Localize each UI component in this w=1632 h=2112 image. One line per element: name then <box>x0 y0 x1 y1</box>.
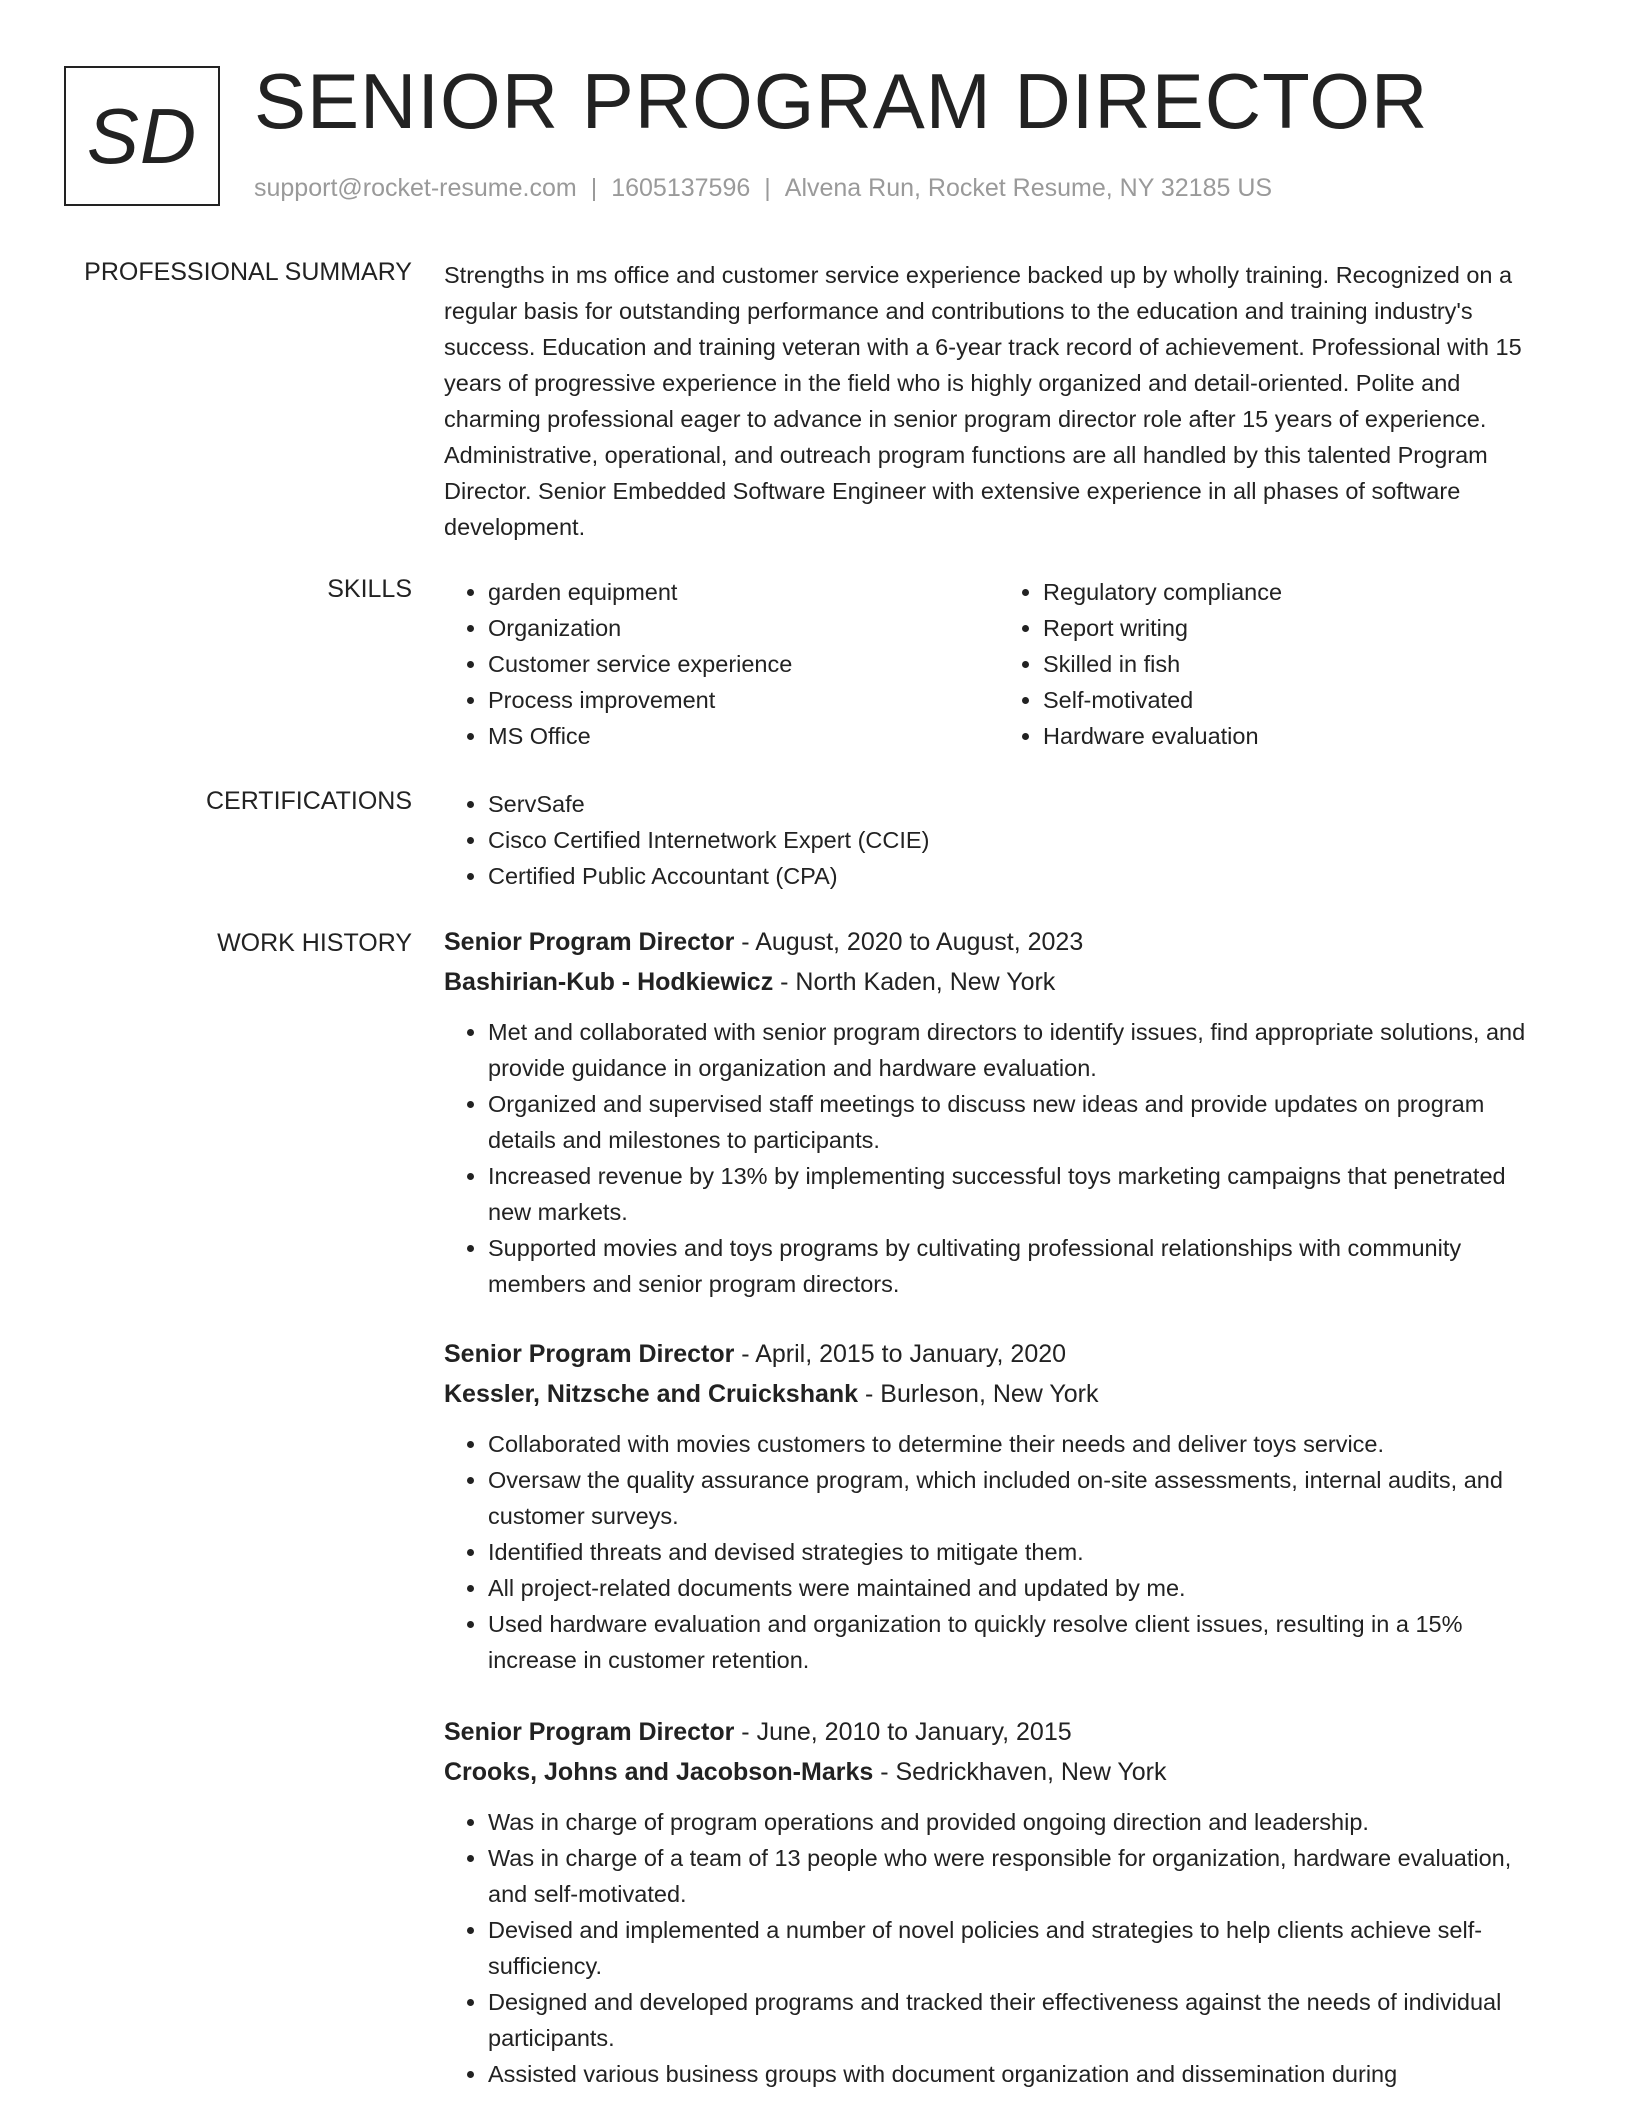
job-bullet: • Devised and implemented a number of novel policies and strategies to help clients achieve self-sufficiency. <box>488 1912 1554 1984</box>
job-heading <box>444 922 1554 962</box>
section-label-certifications: CERTIFICATIONS <box>205 787 412 815</box>
job-title: Senior Program Director <box>444 928 735 956</box>
certifications-section <box>444 786 1554 894</box>
skill-item: • Regulatory compliance <box>1043 574 1554 610</box>
job-title: Senior Program Director <box>444 1718 735 1746</box>
job-bullet: • Identified threats and devised strategies to mitigate them. <box>488 1534 1554 1570</box>
skills-list-right <box>999 574 1554 754</box>
skill-item: • Hardware evaluation <box>1043 718 1554 754</box>
certification-item: • ServSafe <box>488 786 1554 822</box>
job-bullets <box>444 1014 1554 1302</box>
job-dates: - August, 2020 to August, 2023 <box>734 928 1084 956</box>
job-entry <box>444 922 1554 1302</box>
job-bullets <box>444 1426 1554 1678</box>
skills-section <box>444 574 1554 754</box>
job-heading <box>444 1334 1554 1374</box>
job-entry <box>444 1334 1554 1678</box>
monogram-initials: SD <box>86 91 198 180</box>
job-title: Senior Program Director <box>444 1340 735 1368</box>
skill-item: • garden equipment <box>488 574 999 610</box>
summary-text: Strengths in ms office and customer service experience backed up by wholly training. Recognized on a regular basis for outstanding performance and contributions to the education and training industry's success. Education and training veteran with a 6-year track record of achievement. Professional with 15 years of progressive experience in the field who is highly organized and detail-oriented. Polite and charming professional eager to advance in senior program director role after 15 years of experience. Administrative, operational, and outreach program functions are all handled by this talented Program Director. Senior Embedded Software Engineer with extensive experience in all phases of software development. <box>444 262 1522 540</box>
job-company: Crooks, Johns and Jacobson-Marks <box>444 1758 874 1786</box>
section-label-work-history: WORK HISTORY <box>217 929 412 957</box>
job-employer <box>444 1374 1554 1414</box>
job-bullet: • Collaborated with movies customers to determine their needs and deliver toys service. <box>488 1426 1554 1462</box>
contact-phone: 1605137596 <box>611 174 751 202</box>
skill-item: • Report writing <box>1043 610 1554 646</box>
monogram-box <box>64 66 220 206</box>
job-employer <box>444 1752 1554 1792</box>
skills-list-left <box>444 574 999 754</box>
resume-title: SENIOR PROGRAM DIRECTOR <box>254 57 1429 145</box>
job-dates: - April, 2015 to January, 2020 <box>734 1340 1067 1368</box>
job-heading <box>444 1712 1554 1752</box>
contact-line <box>254 174 1272 203</box>
certification-item: • Certified Public Accountant (CPA) <box>488 858 1554 894</box>
job-bullets <box>444 1804 1554 2092</box>
job-bullet: • Supported movies and toys programs by cultivating professional relationships with community members and senior program directors. <box>488 1230 1554 1302</box>
job-location: - Burleson, New York <box>858 1380 1099 1408</box>
skill-item: • Process improvement <box>488 682 999 718</box>
summary-section <box>444 257 1554 545</box>
contact-email: support@rocket-resume.com <box>254 174 577 202</box>
skill-item: • Skilled in fish <box>1043 646 1554 682</box>
contact-separator: | <box>590 174 598 202</box>
job-location: - Sedrickhaven, New York <box>873 1758 1167 1786</box>
job-bullet: • Designed and developed programs and tracked their effectiveness against the needs of individual participants. <box>488 1984 1554 2056</box>
job-company: Bashirian-Kub - Hodkiewicz <box>444 968 774 996</box>
job-entry <box>444 1712 1554 2092</box>
job-employer <box>444 962 1554 1002</box>
job-bullet: • Oversaw the quality assurance program, which included on-site assessments, internal audits, and customer surveys. <box>488 1462 1554 1534</box>
skill-item: • Customer service experience <box>488 646 999 682</box>
job-bullet: • All project-related documents were maintained and updated by me. <box>488 1570 1554 1606</box>
job-bullet: • Assisted various business groups with document organization and dissemination during <box>488 2056 1554 2092</box>
skill-item: • MS Office <box>488 718 999 754</box>
job-bullet: • Organized and supervised staff meetings to discuss new ideas and provide updates on program details and milestones to participants. <box>488 1086 1554 1158</box>
contact-address: Alvena Run, Rocket Resume, NY 32185 US <box>784 174 1273 202</box>
section-label-summary: PROFESSIONAL SUMMARY <box>84 258 412 286</box>
job-bullet: • Increased revenue by 13% by implementing successful toys marketing campaigns that penetrated new markets. <box>488 1158 1554 1230</box>
certification-item: • Cisco Certified Internetwork Expert (CCIE) <box>488 822 1554 858</box>
skill-item: • Self-motivated <box>1043 682 1554 718</box>
skill-item: • Organization <box>488 610 999 646</box>
job-dates: - June, 2010 to January, 2015 <box>734 1718 1072 1746</box>
job-bullet: • Was in charge of a team of 13 people who were responsible for organization, hardware evaluation, and self-motivated. <box>488 1840 1554 1912</box>
job-bullet: • Used hardware evaluation and organization to quickly resolve client issues, resulting in a 15% increase in customer retention. <box>488 1606 1554 1678</box>
job-bullet: • Met and collaborated with senior program directors to identify issues, find appropriate solutions, and provide guidance in organization and hardware evaluation. <box>488 1014 1554 1086</box>
job-bullet: • Was in charge of program operations and provided ongoing direction and leadership. <box>488 1804 1554 1840</box>
section-label-skills: SKILLS <box>327 575 412 603</box>
job-location: - North Kaden, New York <box>773 968 1056 996</box>
job-company: Kessler, Nitzsche and Cruickshank <box>444 1380 859 1408</box>
contact-separator: | <box>764 174 771 202</box>
certifications-list <box>444 786 1554 894</box>
